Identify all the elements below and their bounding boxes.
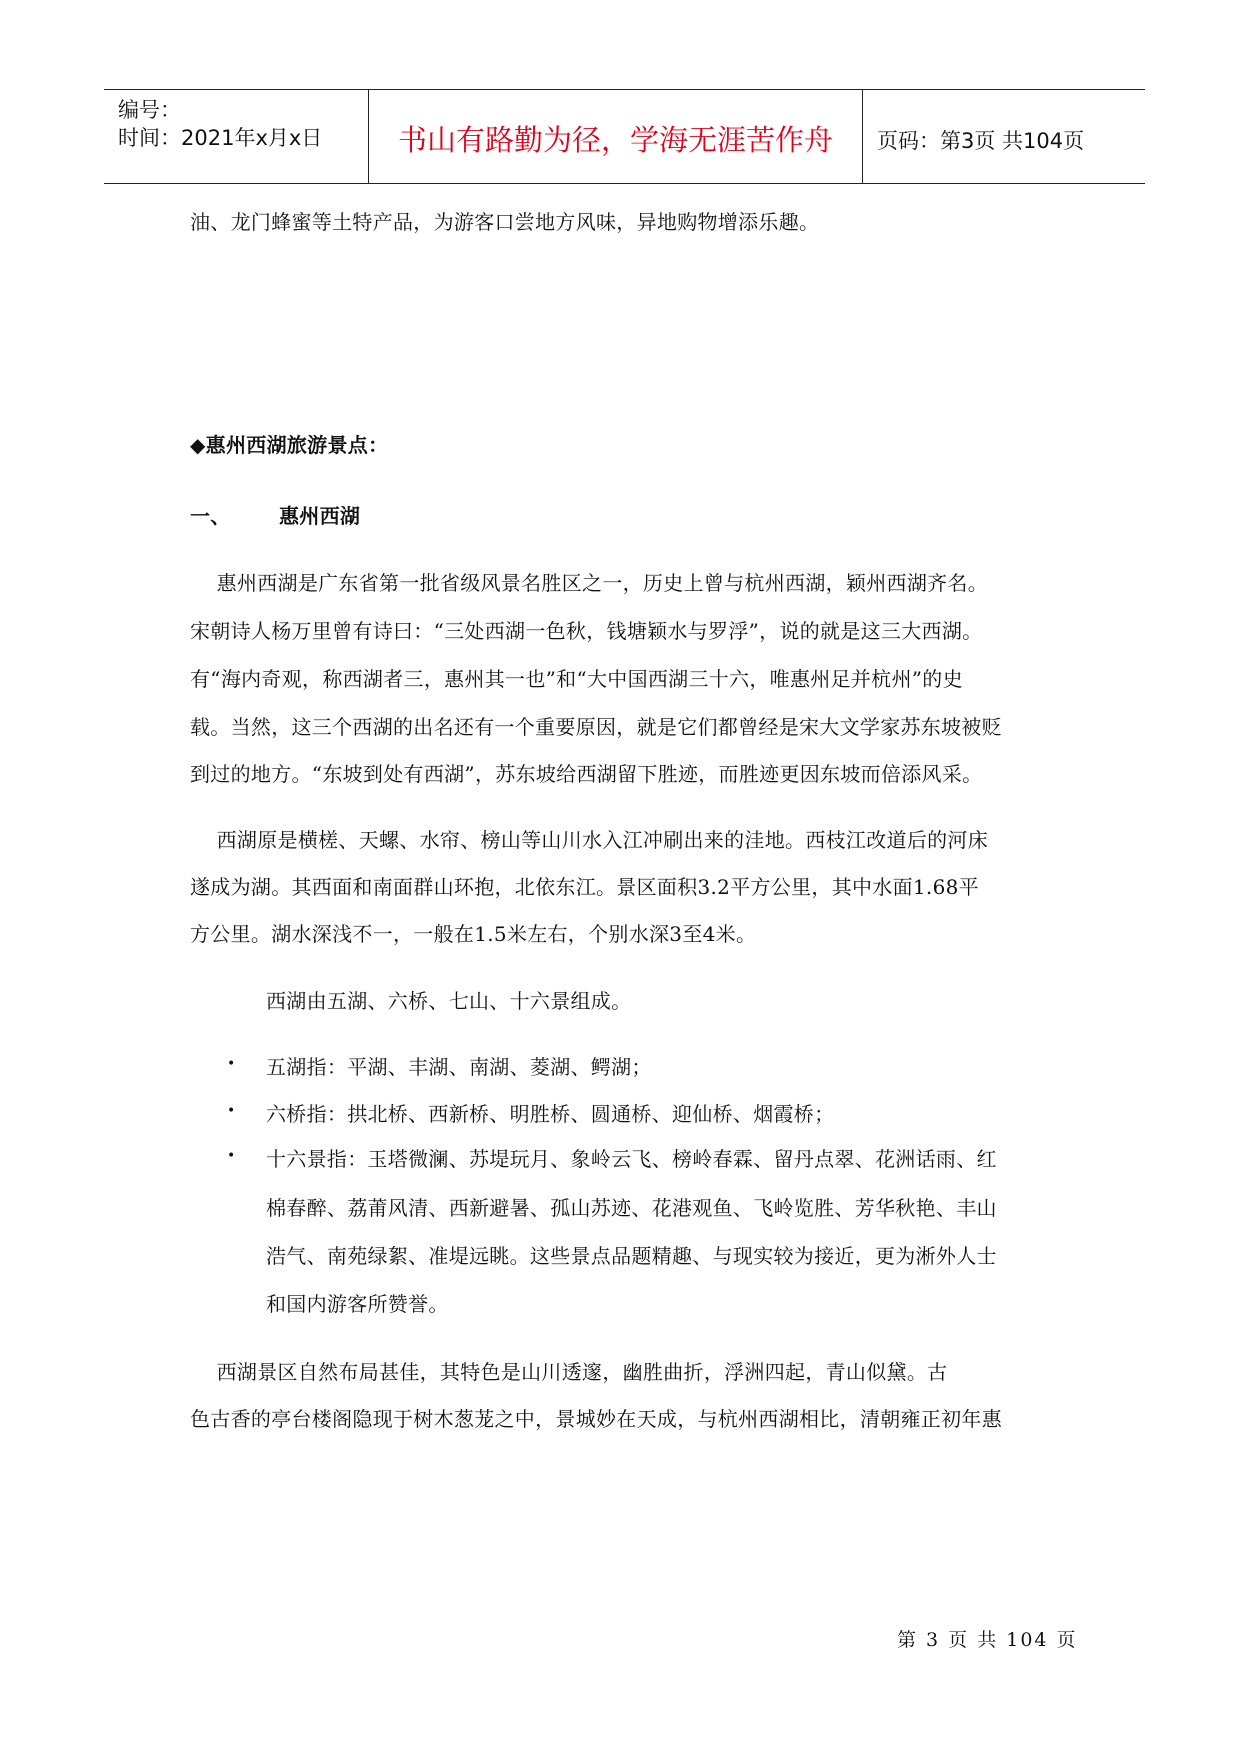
section-heading: ◆惠州西湖旅游景点： <box>190 433 389 457</box>
paragraph-line: 宋朝诗人杨万里曾有诗曰：“三处西湖一色秋，钱塘颖水与罗浮”，说的就是这三大西湖。 <box>190 619 983 643</box>
list-item-continuation: 浩气、南苑绿絮、准堤远眺。这些景点品题精趣、与现实较为接近，更为淅外人士 <box>266 1244 997 1268</box>
subsection-number: 一、 <box>190 504 231 528</box>
header-page-cell <box>863 90 1145 183</box>
serial-number-label: 编号： <box>118 98 181 122</box>
page-header <box>104 89 1145 184</box>
paragraph-3: 西湖由五湖、六桥、七山、十六景组成。 <box>266 989 632 1013</box>
page-footer: 第 3 页 共 104 页 <box>897 1629 1078 1651</box>
paragraph-line: 到过的地方。“东坡到处有西湖”，苏东坡给西湖留下胜迹，而胜迹更因东坡而倍添风采。 <box>190 762 983 786</box>
list-item: 六桥指：拱北桥、西新桥、明胜桥、圆通桥、迎仙桥、烟霞桥； <box>266 1102 835 1126</box>
list-item-continuation: 和国内游客所赞誉。 <box>266 1292 449 1316</box>
motto-text: 书山有路勤为径，学海无涯苦作舟 <box>397 123 833 157</box>
time-label: 时间：2021年x月x日 <box>118 126 323 150</box>
page-code-label: 页码：第3页 共104页 <box>877 129 1085 153</box>
paragraph-line: 方公里。湖水深浅不一，一般在1.5米左右，个别水深3至4米。 <box>190 922 757 946</box>
bullet-dot: • <box>227 1148 236 1164</box>
bullet-dot: • <box>227 1103 236 1119</box>
list-item: 十六景指：玉塔微澜、苏堤玩月、象岭云飞、榜岭春霖、留丹点翠、花洲话雨、红 <box>266 1147 997 1171</box>
bullet-dot: • <box>227 1056 236 1072</box>
header-info-cell <box>104 90 369 183</box>
paragraph-line: 有“海内奇观，称西湖者三，惠州其一也”和“大中国西湖三十六，唯惠州足并杭州”的史 <box>190 667 963 691</box>
header-motto-cell <box>369 90 863 183</box>
continued-line: 油、龙门蜂蜜等土特产品，为游客口尝地方风味，异地购物增添乐趣。 <box>190 210 820 234</box>
list-item: 五湖指：平湖、丰湖、南湖、菱湖、鳄湖； <box>266 1055 652 1079</box>
paragraph-line: 遂成为湖。其西面和南面群山环抱，北依东江。景区面积3.2平方公里，其中水面1.68平 <box>190 875 979 899</box>
subsection-title: 惠州西湖 <box>279 504 361 528</box>
paragraph-line: 西湖景区自然布局甚佳，其特色是山川透邃，幽胜曲折，浮洲四起，青山似黛。古 <box>190 1360 948 1384</box>
paragraph-line: 色古香的亭台楼阁隐现于树木葱茏之中，景城妙在天成，与杭州西湖相比，清朝雍正初年惠 <box>190 1407 1002 1431</box>
paragraph-line: 载。当然，这三个西湖的出名还有一个重要原因，就是它们都曾经是宋大文学家苏东坡被贬 <box>190 715 1002 739</box>
paragraph-line: 西湖原是横槎、天螺、水帘、榜山等山川水入江冲刷出来的洼地。西枝江改道后的河床 <box>190 828 989 852</box>
list-item-continuation: 棉春醉、荔莆风清、西新避暑、孤山苏迹、花港观鱼、飞岭览胜、芳华秋艳、丰山 <box>266 1196 997 1220</box>
paragraph-line: 惠州西湖是广东省第一批省级风景名胜区之一，历史上曾与杭州西湖，颖州西湖齐名。 <box>190 571 989 595</box>
